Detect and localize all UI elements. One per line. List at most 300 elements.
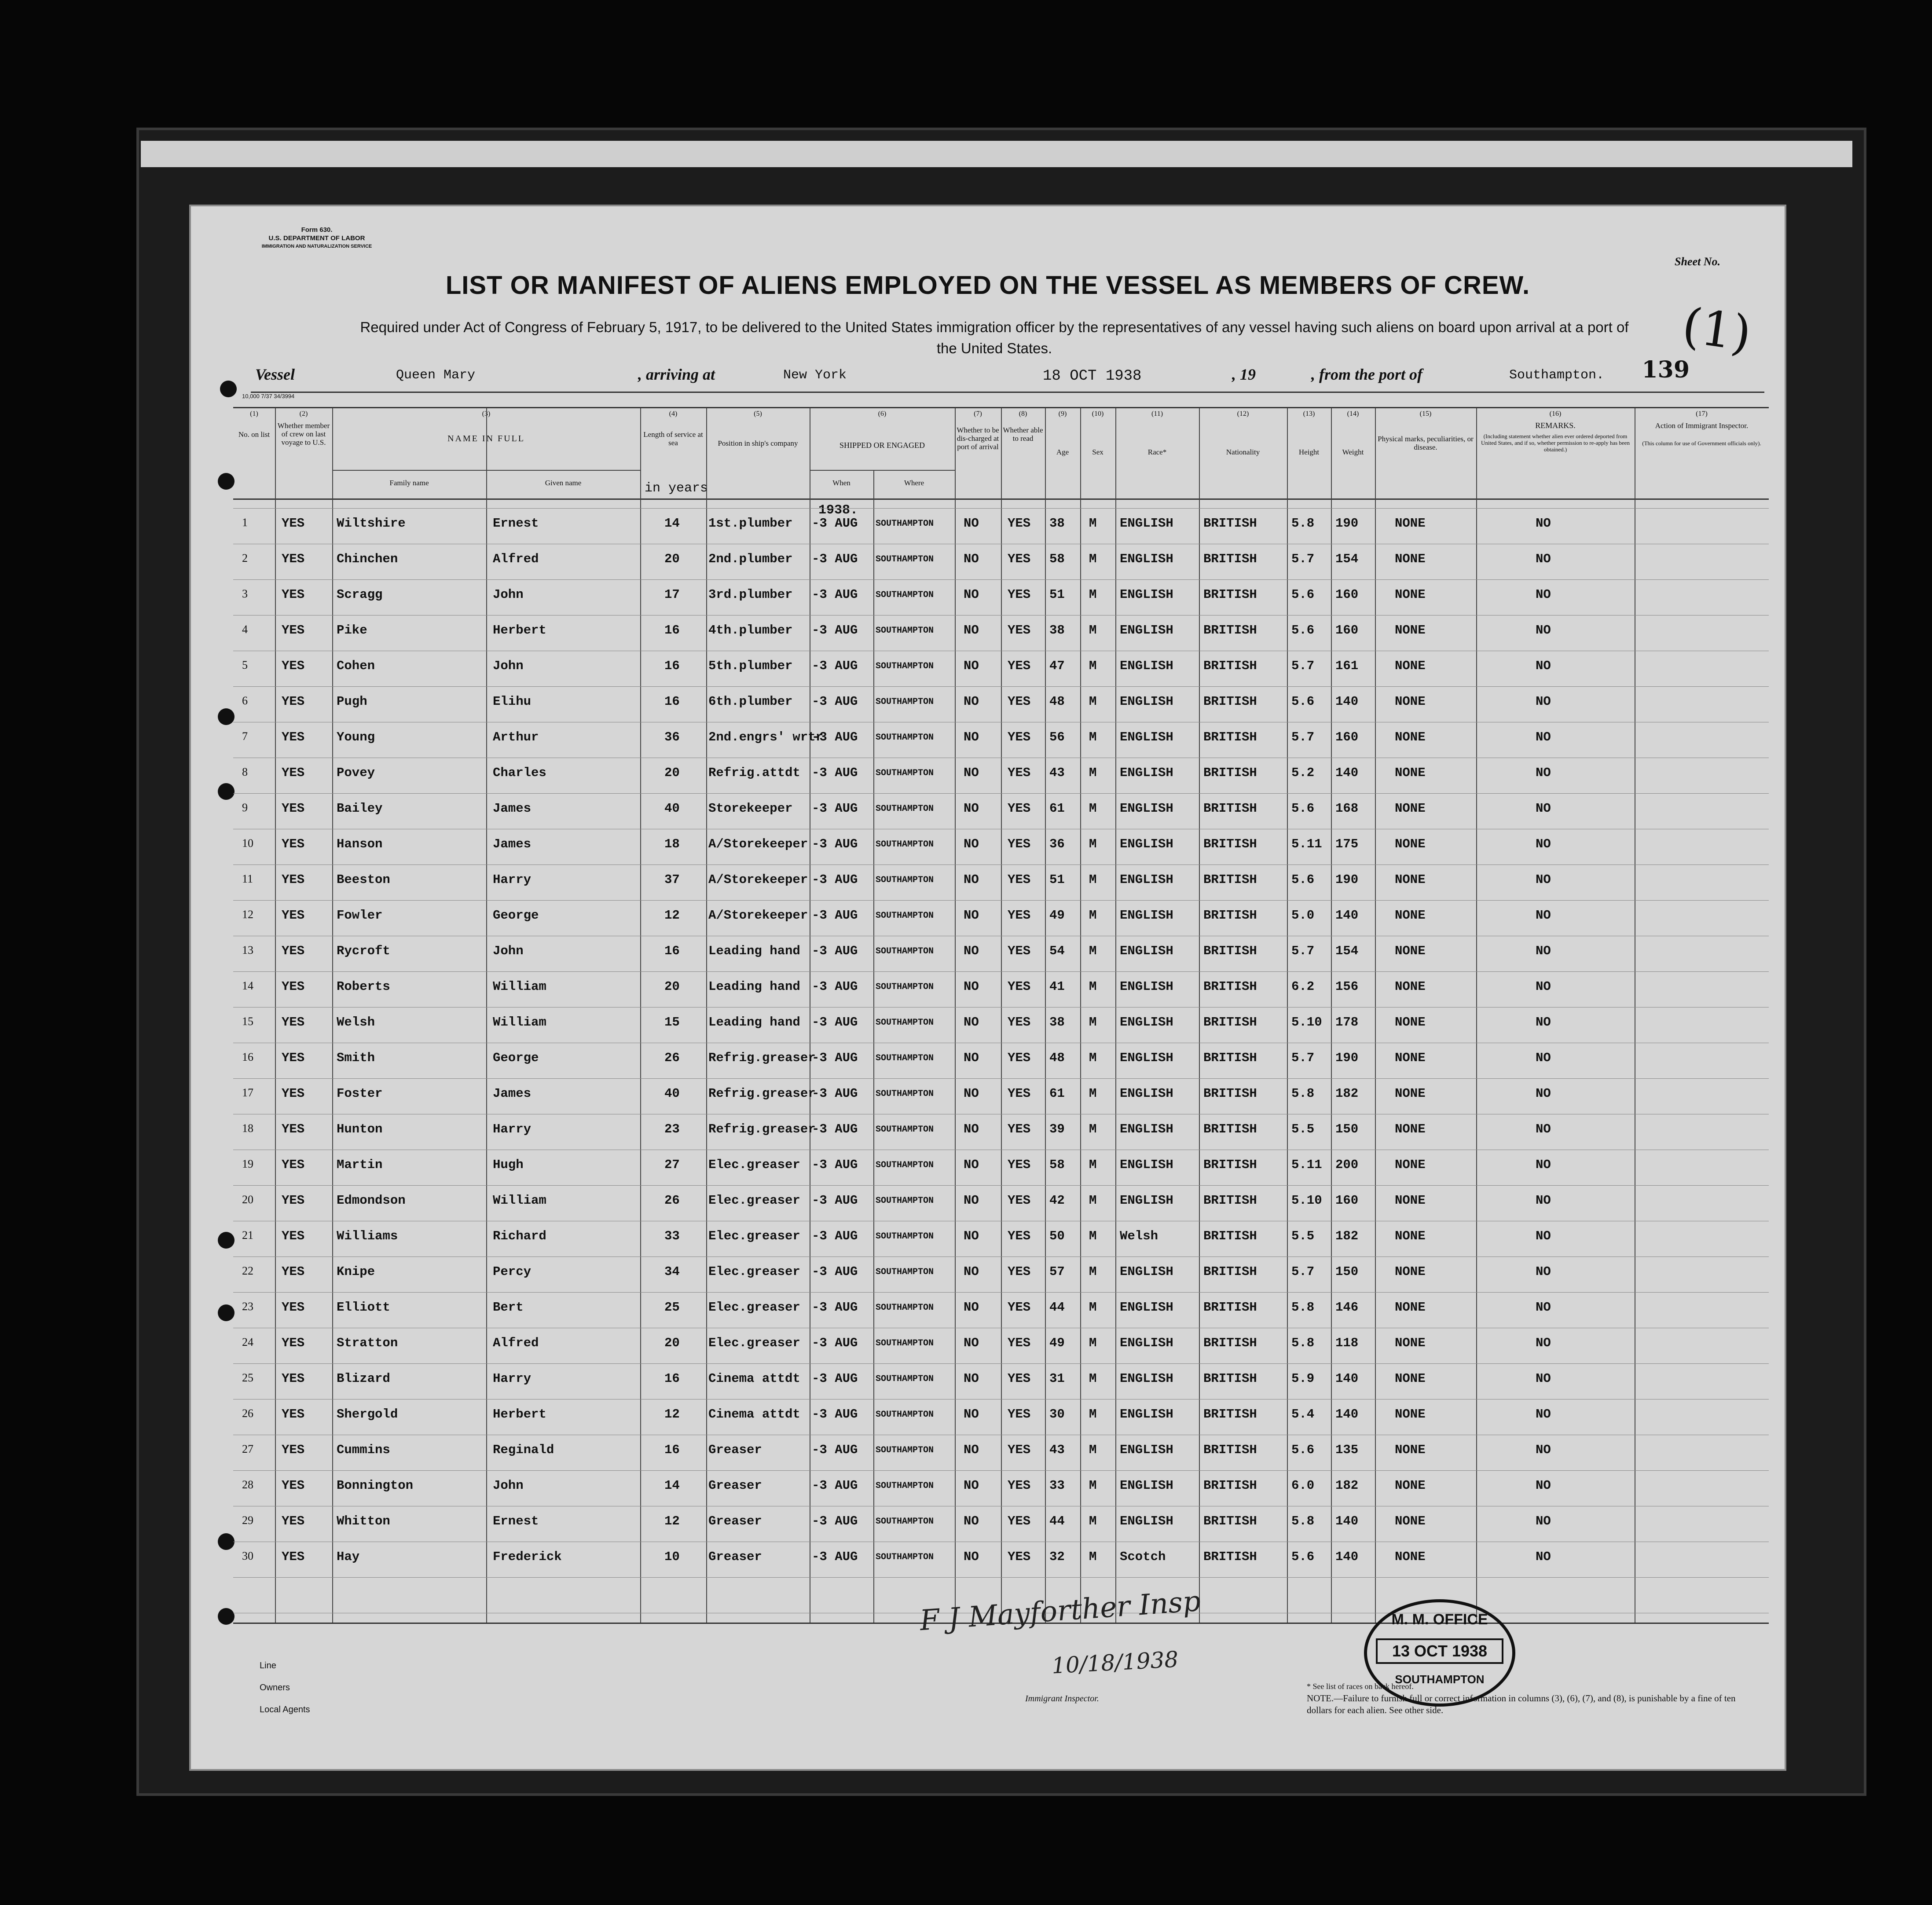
cell-remarks: NO bbox=[1536, 801, 1551, 816]
cell-age: 51 bbox=[1049, 872, 1065, 887]
cell-height: 5.6 bbox=[1291, 1550, 1315, 1564]
year-label: , 19 bbox=[1232, 366, 1256, 383]
cell-remarks: NO bbox=[1536, 979, 1551, 994]
cell-position: Elec.greaser bbox=[708, 1336, 800, 1350]
shipped-year: 1938. bbox=[818, 503, 858, 518]
cell-position: Greaser bbox=[708, 1514, 762, 1528]
cell-shipped-when: -3 AUG bbox=[812, 694, 858, 709]
cell-shipped-when: -3 AUG bbox=[812, 766, 858, 780]
cell-row-number: 29 bbox=[242, 1514, 253, 1527]
manifest-page bbox=[189, 205, 1786, 1771]
cell-sex: M bbox=[1089, 730, 1097, 744]
cell-position: Elec.greaser bbox=[708, 1229, 800, 1243]
cell-age: 42 bbox=[1049, 1193, 1065, 1208]
cell-able-to-read: YES bbox=[1008, 1015, 1031, 1029]
cell-shipped-where: SOUTHAMPTON bbox=[876, 1089, 934, 1099]
cell-weight: 190 bbox=[1335, 872, 1359, 887]
header-family-name: Family name bbox=[389, 479, 429, 487]
remarks-note: (Including statement whether alien ever ordered deported from United States, and if so, whether permission to re-apply has been obtained.) bbox=[1481, 433, 1630, 453]
cell-height: 5.7 bbox=[1291, 1264, 1315, 1279]
row-rule bbox=[233, 1470, 1769, 1471]
cell-sex: M bbox=[1089, 944, 1097, 958]
cell-to-be-discharged: NO bbox=[964, 587, 979, 602]
cell-shipped-where: SOUTHAMPTON bbox=[876, 911, 934, 921]
cell-crew-last-voyage: YES bbox=[282, 801, 305, 816]
cell-able-to-read: YES bbox=[1008, 694, 1031, 709]
header-when: When bbox=[832, 479, 851, 487]
subcolumn-rule bbox=[486, 470, 487, 1623]
cell-family-name: Young bbox=[337, 730, 375, 744]
cell-race: ENGLISH bbox=[1120, 1443, 1173, 1457]
cell-crew-last-voyage: YES bbox=[282, 837, 305, 851]
cell-shipped-where: SOUTHAMPTON bbox=[876, 982, 934, 992]
cell-shipped-where: SOUTHAMPTON bbox=[876, 1374, 934, 1384]
cell-position: 1st.plumber bbox=[708, 516, 793, 531]
row-rule bbox=[233, 1292, 1769, 1293]
cell-able-to-read: YES bbox=[1008, 801, 1031, 816]
cell-row-number: 13 bbox=[242, 944, 253, 956]
cell-nationality: BRITISH bbox=[1203, 766, 1257, 780]
cell-sex: M bbox=[1089, 694, 1097, 709]
cell-physical-marks: NONE bbox=[1395, 908, 1426, 923]
cell-weight: 160 bbox=[1335, 1193, 1359, 1208]
punch-hole bbox=[218, 783, 235, 800]
cell-length-of-service: 14 bbox=[664, 516, 680, 531]
cell-crew-last-voyage: YES bbox=[282, 1300, 305, 1315]
cell-nationality: BRITISH bbox=[1203, 1407, 1257, 1421]
header-weight: Weight bbox=[1342, 448, 1364, 456]
col-number: (8) bbox=[1019, 410, 1027, 418]
cell-age: 48 bbox=[1049, 694, 1065, 709]
cell-physical-marks: NONE bbox=[1395, 516, 1426, 531]
cell-age: 32 bbox=[1049, 1550, 1065, 1564]
cell-shipped-where: SOUTHAMPTON bbox=[876, 1160, 934, 1170]
cell-crew-last-voyage: YES bbox=[282, 979, 305, 994]
form-service: IMMIGRATION AND NATURALIZATION SERVICE bbox=[261, 244, 372, 249]
arrival-date: 18 OCT 1938 bbox=[1043, 368, 1142, 385]
cell-row-number: 10 bbox=[242, 837, 253, 850]
cell-weight: 160 bbox=[1335, 730, 1359, 744]
cell-sex: M bbox=[1089, 552, 1097, 566]
punch-hole bbox=[218, 1232, 235, 1249]
cell-weight: 182 bbox=[1335, 1086, 1359, 1101]
cell-crew-last-voyage: YES bbox=[282, 587, 305, 602]
cell-given-name: Hugh bbox=[493, 1158, 524, 1172]
cell-height: 5.8 bbox=[1291, 1514, 1315, 1528]
cell-able-to-read: YES bbox=[1008, 1193, 1031, 1208]
cell-remarks: NO bbox=[1536, 1300, 1551, 1315]
cell-race: ENGLISH bbox=[1120, 587, 1173, 602]
cell-remarks: NO bbox=[1536, 1264, 1551, 1279]
cell-sex: M bbox=[1089, 1300, 1097, 1315]
arriving-port: New York bbox=[783, 368, 847, 383]
cell-given-name: Alfred bbox=[493, 1336, 539, 1350]
vessel-line bbox=[251, 365, 1764, 393]
cell-position: Storekeeper bbox=[708, 801, 793, 816]
cell-position: Elec.greaser bbox=[708, 1264, 800, 1279]
cell-given-name: Arthur bbox=[493, 730, 539, 744]
cell-row-number: 2 bbox=[242, 552, 248, 564]
cell-weight: 154 bbox=[1335, 552, 1359, 566]
cell-sex: M bbox=[1089, 1158, 1097, 1172]
cell-shipped-where: SOUTHAMPTON bbox=[876, 1481, 934, 1491]
cell-shipped-when: -3 AUG bbox=[812, 1122, 858, 1136]
cell-family-name: Beeston bbox=[337, 872, 390, 887]
col-number: (15) bbox=[1419, 410, 1432, 418]
cell-height: 5.10 bbox=[1291, 1015, 1322, 1029]
cell-to-be-discharged: NO bbox=[964, 1122, 979, 1136]
cell-shipped-where: SOUTHAMPTON bbox=[876, 804, 934, 814]
cell-crew-last-voyage: YES bbox=[282, 1086, 305, 1101]
cell-row-number: 6 bbox=[242, 694, 248, 707]
cell-age: 41 bbox=[1049, 979, 1065, 994]
cell-row-number: 21 bbox=[242, 1229, 253, 1242]
form-number: Form 630. bbox=[301, 226, 333, 234]
cell-remarks: NO bbox=[1536, 837, 1551, 851]
cell-sex: M bbox=[1089, 1086, 1097, 1101]
cell-able-to-read: YES bbox=[1008, 1371, 1031, 1386]
cell-to-be-discharged: NO bbox=[964, 694, 979, 709]
cell-physical-marks: NONE bbox=[1395, 801, 1426, 816]
cell-row-number: 17 bbox=[242, 1086, 253, 1099]
stamp-date: 13 OCT 1938 bbox=[1376, 1638, 1503, 1664]
cell-length-of-service: 10 bbox=[664, 1550, 680, 1564]
cell-nationality: BRITISH bbox=[1203, 1336, 1257, 1350]
cell-weight: 168 bbox=[1335, 801, 1359, 816]
cell-row-number: 14 bbox=[242, 979, 253, 992]
cell-length-of-service: 27 bbox=[664, 1158, 680, 1172]
cell-nationality: BRITISH bbox=[1203, 1229, 1257, 1243]
cell-crew-last-voyage: YES bbox=[282, 1550, 305, 1564]
cell-row-number: 23 bbox=[242, 1300, 253, 1313]
cell-given-name: Frederick bbox=[493, 1550, 562, 1564]
cell-given-name: James bbox=[493, 801, 532, 816]
cell-nationality: BRITISH bbox=[1203, 1051, 1257, 1065]
row-rule bbox=[233, 971, 1769, 972]
cell-weight: 160 bbox=[1335, 587, 1359, 602]
cell-age: 58 bbox=[1049, 1158, 1065, 1172]
cell-to-be-discharged: NO bbox=[964, 730, 979, 744]
cell-weight: 140 bbox=[1335, 1371, 1359, 1386]
cell-length-of-service: 23 bbox=[664, 1122, 680, 1136]
cell-physical-marks: NONE bbox=[1395, 1443, 1426, 1457]
cell-length-of-service: 14 bbox=[664, 1478, 680, 1493]
cell-position: A/Storekeeper bbox=[708, 908, 808, 923]
cell-shipped-where: SOUTHAMPTON bbox=[876, 1125, 934, 1135]
cell-shipped-where: SOUTHAMPTON bbox=[876, 875, 934, 885]
cell-height: 5.11 bbox=[1291, 837, 1322, 851]
row-rule bbox=[233, 1078, 1769, 1079]
col-number: (5) bbox=[754, 410, 762, 418]
cell-to-be-discharged: NO bbox=[964, 1514, 979, 1528]
cell-shipped-where: SOUTHAMPTON bbox=[876, 661, 934, 671]
cell-position: Refrig.attdt bbox=[708, 766, 800, 780]
cell-family-name: Pike bbox=[337, 623, 367, 637]
cell-row-number: 28 bbox=[242, 1478, 253, 1491]
cell-able-to-read: YES bbox=[1008, 1514, 1031, 1528]
cell-row-number: 20 bbox=[242, 1193, 253, 1206]
cell-row-number: 18 bbox=[242, 1122, 253, 1135]
cell-physical-marks: NONE bbox=[1395, 1550, 1426, 1564]
col-number: (7) bbox=[974, 410, 982, 418]
cell-shipped-when: -3 AUG bbox=[812, 1336, 858, 1350]
cell-position: Leading hand bbox=[708, 979, 800, 994]
cell-remarks: NO bbox=[1536, 1478, 1551, 1493]
cell-row-number: 24 bbox=[242, 1336, 253, 1348]
cell-nationality: BRITISH bbox=[1203, 730, 1257, 744]
cell-physical-marks: NONE bbox=[1395, 623, 1426, 637]
col-number: (14) bbox=[1347, 410, 1359, 418]
cell-age: 48 bbox=[1049, 1051, 1065, 1065]
cell-given-name: George bbox=[493, 1051, 539, 1065]
cell-length-of-service: 36 bbox=[664, 730, 680, 744]
cell-sex: M bbox=[1089, 1015, 1097, 1029]
cell-weight: 178 bbox=[1335, 1015, 1359, 1029]
header-shipped-engaged: SHIPPED OR ENGAGED bbox=[839, 441, 925, 450]
cell-height: 5.5 bbox=[1291, 1229, 1315, 1243]
cell-able-to-read: YES bbox=[1008, 1300, 1031, 1315]
header-length-of-service: Length of service at sea bbox=[643, 430, 703, 447]
cell-length-of-service: 40 bbox=[664, 801, 680, 816]
cell-weight: 135 bbox=[1335, 1443, 1359, 1457]
cell-weight: 140 bbox=[1335, 1407, 1359, 1421]
cell-able-to-read: YES bbox=[1008, 516, 1031, 531]
cell-shipped-when: -3 AUG bbox=[812, 730, 858, 744]
cell-able-to-read: YES bbox=[1008, 1336, 1031, 1350]
cell-able-to-read: YES bbox=[1008, 730, 1031, 744]
cell-given-name: Harry bbox=[493, 1371, 532, 1386]
cell-race: ENGLISH bbox=[1120, 1158, 1173, 1172]
cell-length-of-service: 20 bbox=[664, 1336, 680, 1350]
cell-nationality: BRITISH bbox=[1203, 801, 1257, 816]
column-rule bbox=[706, 408, 707, 1623]
cell-to-be-discharged: NO bbox=[964, 623, 979, 637]
cell-position: A/Storekeeper bbox=[708, 872, 808, 887]
cell-able-to-read: YES bbox=[1008, 872, 1031, 887]
cell-physical-marks: NONE bbox=[1395, 587, 1426, 602]
cell-position: 2nd.engrs' wrtr bbox=[708, 730, 824, 744]
cell-to-be-discharged: NO bbox=[964, 1478, 979, 1493]
cell-weight: 160 bbox=[1335, 623, 1359, 637]
cell-able-to-read: YES bbox=[1008, 1229, 1031, 1243]
cell-given-name: Alfred bbox=[493, 552, 539, 566]
cell-family-name: Smith bbox=[337, 1051, 375, 1065]
cell-weight: 161 bbox=[1335, 659, 1359, 673]
header-physical-marks: Physical marks, peculiarities, or disease. bbox=[1378, 435, 1474, 451]
cell-age: 49 bbox=[1049, 908, 1065, 923]
cell-height: 5.8 bbox=[1291, 516, 1315, 531]
cell-to-be-discharged: NO bbox=[964, 837, 979, 851]
cell-given-name: Elihu bbox=[493, 694, 532, 709]
cell-row-number: 3 bbox=[242, 587, 248, 600]
cell-row-number: 30 bbox=[242, 1550, 253, 1562]
cell-family-name: Chinchen bbox=[337, 552, 398, 566]
cell-shipped-when: -3 AUG bbox=[812, 1407, 858, 1421]
cell-given-name: John bbox=[493, 1478, 524, 1493]
col-number: (10) bbox=[1092, 410, 1104, 418]
cell-to-be-discharged: NO bbox=[964, 908, 979, 923]
cell-row-number: 26 bbox=[242, 1407, 253, 1420]
vessel-label: Vessel bbox=[255, 366, 295, 383]
cell-given-name: James bbox=[493, 1086, 532, 1101]
cell-given-name: John bbox=[493, 587, 524, 602]
cell-position: Elec.greaser bbox=[708, 1300, 800, 1315]
cell-age: 58 bbox=[1049, 552, 1065, 566]
cell-age: 50 bbox=[1049, 1229, 1065, 1243]
cell-height: 5.5 bbox=[1291, 1122, 1315, 1136]
cell-nationality: BRITISH bbox=[1203, 659, 1257, 673]
document-subtitle: Required under Act of Congress of February 5, 1917, to be delivered to the United States immigration officer by the representatives of any vessel having such aliens on board upon arrival at a port of the United States. bbox=[360, 319, 1629, 356]
cell-sex: M bbox=[1089, 623, 1097, 637]
cell-shipped-when: -3 AUG bbox=[812, 1550, 858, 1564]
cell-race: ENGLISH bbox=[1120, 908, 1173, 923]
cell-remarks: NO bbox=[1536, 1229, 1551, 1243]
header-where: Where bbox=[904, 479, 924, 487]
cell-shipped-where: SOUTHAMPTON bbox=[876, 1267, 934, 1277]
cell-to-be-discharged: NO bbox=[964, 944, 979, 958]
cell-crew-last-voyage: YES bbox=[282, 1229, 305, 1243]
cell-shipped-when: -3 AUG bbox=[812, 801, 858, 816]
cell-given-name: Richard bbox=[493, 1229, 546, 1243]
cell-shipped-when: -3 AUG bbox=[812, 659, 858, 673]
cell-family-name: Bonnington bbox=[337, 1478, 414, 1493]
cell-race: ENGLISH bbox=[1120, 872, 1173, 887]
cell-to-be-discharged: NO bbox=[964, 979, 979, 994]
cell-height: 5.10 bbox=[1291, 1193, 1322, 1208]
cell-position: A/Storekeeper bbox=[708, 837, 808, 851]
cell-crew-last-voyage: YES bbox=[282, 1015, 305, 1029]
form-department: U.S. DEPARTMENT OF LABOR bbox=[268, 234, 365, 242]
cell-physical-marks: NONE bbox=[1395, 1122, 1426, 1136]
cell-able-to-read: YES bbox=[1008, 837, 1031, 851]
cell-length-of-service: 34 bbox=[664, 1264, 680, 1279]
cell-length-of-service: 12 bbox=[664, 908, 680, 923]
cell-age: 38 bbox=[1049, 516, 1065, 531]
cell-shipped-when: -3 AUG bbox=[812, 1158, 858, 1172]
cell-nationality: BRITISH bbox=[1203, 1550, 1257, 1564]
cell-weight: 182 bbox=[1335, 1229, 1359, 1243]
row-rule bbox=[233, 1577, 1769, 1578]
cell-height: 5.6 bbox=[1291, 623, 1315, 637]
cell-to-be-discharged: NO bbox=[964, 1336, 979, 1350]
cell-sex: M bbox=[1089, 801, 1097, 816]
column-rule bbox=[955, 408, 956, 1623]
cell-crew-last-voyage: YES bbox=[282, 1158, 305, 1172]
row-rule bbox=[233, 686, 1769, 687]
cell-able-to-read: YES bbox=[1008, 587, 1031, 602]
cell-shipped-where: SOUTHAMPTON bbox=[876, 519, 934, 529]
cell-crew-last-voyage: YES bbox=[282, 659, 305, 673]
cell-height: 5.6 bbox=[1291, 1443, 1315, 1457]
cell-shipped-where: SOUTHAMPTON bbox=[876, 1196, 934, 1206]
punch-hole bbox=[218, 708, 235, 725]
cell-family-name: Foster bbox=[337, 1086, 383, 1101]
cell-race: ENGLISH bbox=[1120, 659, 1173, 673]
cell-shipped-when: -3 AUG bbox=[812, 1300, 858, 1315]
header-given-name: Given name bbox=[545, 479, 582, 487]
form-identifier bbox=[251, 226, 383, 251]
cell-remarks: NO bbox=[1536, 1015, 1551, 1029]
cell-remarks: NO bbox=[1536, 766, 1551, 780]
cell-shipped-when: -3 AUG bbox=[812, 623, 858, 637]
cell-crew-last-voyage: YES bbox=[282, 516, 305, 531]
cell-crew-last-voyage: YES bbox=[282, 694, 305, 709]
cell-length-of-service: 40 bbox=[664, 1086, 680, 1101]
cell-remarks: NO bbox=[1536, 623, 1551, 637]
cell-row-number: 22 bbox=[242, 1264, 253, 1277]
cell-nationality: BRITISH bbox=[1203, 1371, 1257, 1386]
cell-race: ENGLISH bbox=[1120, 1300, 1173, 1315]
cell-position: 3rd.plumber bbox=[708, 587, 793, 602]
cell-race: ENGLISH bbox=[1120, 801, 1173, 816]
header-no-on-list: No. on list bbox=[238, 430, 270, 439]
cell-age: 43 bbox=[1049, 1443, 1065, 1457]
cell-able-to-read: YES bbox=[1008, 1158, 1031, 1172]
cell-position: 4th.plumber bbox=[708, 623, 793, 637]
cell-shipped-where: SOUTHAMPTON bbox=[876, 1552, 934, 1562]
cell-family-name: Hanson bbox=[337, 837, 383, 851]
cell-race: ENGLISH bbox=[1120, 730, 1173, 744]
cell-age: 38 bbox=[1049, 1015, 1065, 1029]
cell-able-to-read: YES bbox=[1008, 1550, 1031, 1564]
cell-shipped-where: SOUTHAMPTON bbox=[876, 1445, 934, 1455]
cell-remarks: NO bbox=[1536, 1051, 1551, 1065]
cell-row-number: 1 bbox=[242, 516, 248, 529]
cell-remarks: NO bbox=[1536, 1158, 1551, 1172]
cell-sex: M bbox=[1089, 766, 1097, 780]
cell-sex: M bbox=[1089, 1264, 1097, 1279]
cell-weight: 156 bbox=[1335, 979, 1359, 994]
row-rule bbox=[233, 1185, 1769, 1186]
cell-nationality: BRITISH bbox=[1203, 587, 1257, 602]
cell-remarks: NO bbox=[1536, 552, 1551, 566]
cell-height: 6.2 bbox=[1291, 979, 1315, 994]
cell-shipped-where: SOUTHAMPTON bbox=[876, 1303, 934, 1313]
header-race: Race* bbox=[1147, 448, 1167, 456]
cell-physical-marks: NONE bbox=[1395, 730, 1426, 744]
cell-physical-marks: NONE bbox=[1395, 552, 1426, 566]
cell-physical-marks: NONE bbox=[1395, 1229, 1426, 1243]
cell-height: 5.11 bbox=[1291, 1158, 1322, 1172]
cell-position: Elec.greaser bbox=[708, 1193, 800, 1208]
cell-length-of-service: 16 bbox=[664, 1443, 680, 1457]
cell-remarks: NO bbox=[1536, 1550, 1551, 1564]
col-number: (4) bbox=[669, 410, 678, 418]
cell-shipped-when: -3 AUG bbox=[812, 1443, 858, 1457]
cell-height: 5.6 bbox=[1291, 872, 1315, 887]
cell-shipped-when: -3 AUG bbox=[812, 837, 858, 851]
cell-sex: M bbox=[1089, 659, 1097, 673]
cell-height: 5.7 bbox=[1291, 659, 1315, 673]
col-number: (12) bbox=[1237, 410, 1249, 418]
header-crew-last-voyage: Whether member of crew on last voyage to U.S. bbox=[277, 421, 330, 447]
cell-race: ENGLISH bbox=[1120, 1193, 1173, 1208]
col-number: (1) bbox=[250, 410, 258, 418]
cell-able-to-read: YES bbox=[1008, 1264, 1031, 1279]
cell-able-to-read: YES bbox=[1008, 944, 1031, 958]
col-number: (13) bbox=[1303, 410, 1315, 418]
cell-crew-last-voyage: YES bbox=[282, 1443, 305, 1457]
cell-age: 61 bbox=[1049, 1086, 1065, 1101]
cell-position: Greaser bbox=[708, 1443, 762, 1457]
header-position: Position in ship's company bbox=[718, 439, 798, 447]
cell-crew-last-voyage: YES bbox=[282, 730, 305, 744]
cell-to-be-discharged: NO bbox=[964, 659, 979, 673]
cell-family-name: Knipe bbox=[337, 1264, 375, 1279]
cell-crew-last-voyage: YES bbox=[282, 1514, 305, 1528]
cell-to-be-discharged: NO bbox=[964, 1051, 979, 1065]
punch-hole bbox=[218, 1608, 235, 1625]
